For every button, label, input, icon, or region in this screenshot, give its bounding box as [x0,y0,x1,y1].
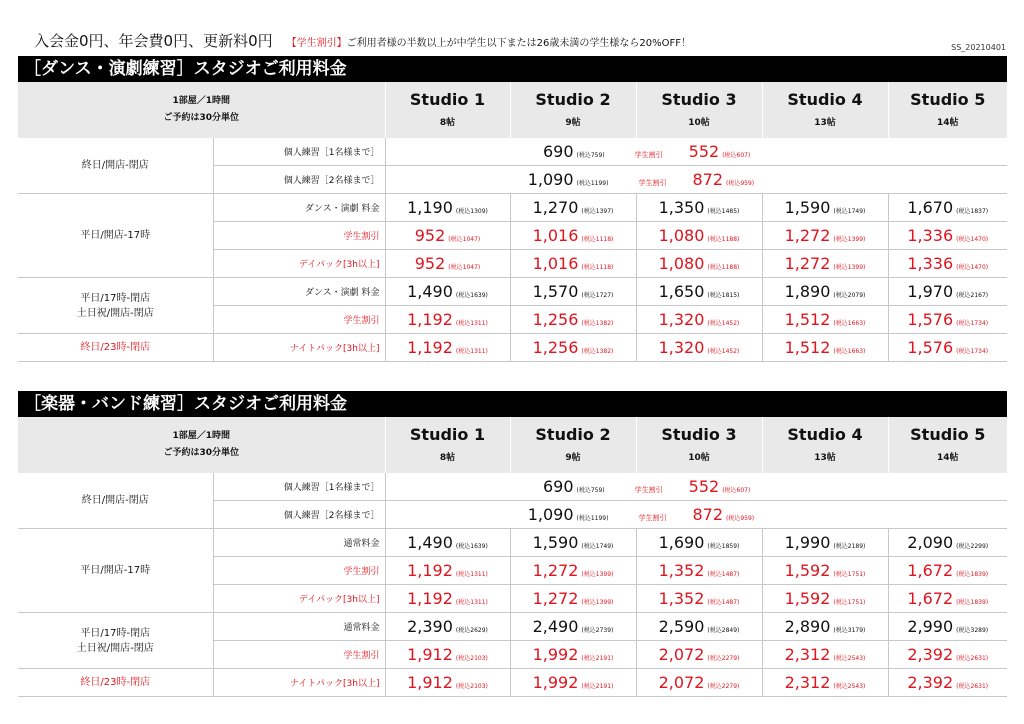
tax-included: (税込2167) [956,292,989,299]
price: 1,570 [532,282,579,301]
price-cell [888,334,1007,362]
price-cell [762,669,888,697]
student-discount-note [287,38,691,49]
price-cell [888,306,1007,334]
price-row [18,669,1007,697]
price: 1,512 [784,310,831,329]
tax-included: (税込2103) [455,683,488,690]
studio-size: 8帖 [439,453,456,463]
tax-included: (税込1815) [707,292,740,299]
row-label: 個人練習［2名様まで］ [213,501,385,529]
price-cell [636,306,762,334]
tax-included: (税込1382) [581,348,614,355]
tax-included: (税込1487) [707,571,740,578]
tax-included: (税込2631) [956,683,989,690]
price-cell [510,529,636,557]
price: 690 [542,477,574,496]
price-cell [762,222,888,250]
band-price-table [18,417,1007,697]
time-slot-label-2: 土日祝/開店-閉店 [76,642,154,654]
tax-included: (税込1047) [448,264,481,271]
time-slot-cell [18,669,213,697]
studio-name: Studio 1 [409,425,486,444]
price: 1,190 [407,198,453,217]
price-cell [510,557,636,585]
price: 1,350 [658,198,705,217]
rate-unit-cell [18,417,385,473]
studio-name: Studio 3 [661,425,737,444]
price-cell [510,306,636,334]
tax-included: (税込1452) [707,320,740,327]
price-cell [385,194,510,222]
price-cell [888,669,1007,697]
studio-header [385,82,510,138]
tax-included: (税込1397) [581,208,614,215]
price-cell [762,334,888,362]
price-cell [385,529,510,557]
student-tax-included: (税込607) [722,487,751,494]
price: 1,256 [532,310,579,329]
student-price: 552 [688,142,720,161]
tax-included: (税込759) [576,487,605,494]
price: 1,080 [658,254,705,273]
personal-price-cell [385,501,1007,529]
row-label: 学生割引 [213,641,385,669]
studio-name: Studio 2 [535,90,611,109]
studio-header [385,417,510,473]
studio-size: 14帖 [936,453,959,463]
tax-included: (税込1470) [956,236,989,243]
price-cell [762,557,888,585]
row-label: 学生割引 [213,306,385,334]
price: 1,490 [407,282,453,301]
price: 1,272 [784,254,831,273]
price-row [18,194,1007,222]
studio-size: 9帖 [565,118,581,128]
price: 1,336 [907,226,954,245]
time-slot-cell [18,473,213,529]
price-cell [762,641,888,669]
tax-included: (税込1118) [581,236,614,243]
price-cell [888,557,1007,585]
row-label: デイパック[3h以上] [213,250,385,278]
studio-size: 14帖 [936,118,959,128]
price-cell [636,669,762,697]
studio-header [636,417,762,473]
price-cell [888,613,1007,641]
row-label: 個人練習［1名様まで］ [213,138,385,166]
row-label: デイパック[3h以上] [213,585,385,613]
price-cell [510,641,636,669]
student-price: 552 [688,477,720,496]
price-cell [888,222,1007,250]
price: 2,990 [907,617,954,636]
tax-included: (税込1663) [833,320,866,327]
price: 1,336 [907,254,954,273]
student-discount-label: 学生割引 [634,151,663,159]
row-label: ダンス・演劇 料金 [213,278,385,306]
tax-included: (税込1399) [833,236,866,243]
section-title-dance: ［ダンス・演劇練習］スタジオご利用料金 [18,56,1007,82]
price-cell [385,557,510,585]
price: 952 [414,226,446,245]
price-cell [510,194,636,222]
time-slot-label: 終日/23時-閉店 [80,342,151,353]
tax-included: (税込1399) [581,599,614,606]
price-row [18,613,1007,641]
tax-included: (税込2079) [833,292,866,299]
tax-included: (税込1470) [956,264,989,271]
tax-included: (税込1188) [707,264,740,271]
price: 1,992 [532,673,579,692]
price: 1,590 [784,198,831,217]
price-cell [636,585,762,613]
time-slot-cell [18,334,213,362]
price: 1,016 [532,254,579,273]
tax-included: (税込1485) [707,208,740,215]
reservation-unit-label: ご予約は30分単位 [163,448,240,458]
row-label: 学生割引 [213,222,385,250]
personal-price-cell [385,138,1007,166]
student-discount-tag: 【学生割引】 [286,38,347,49]
price: 1,650 [658,282,705,301]
tax-included: (税込1311) [455,599,488,606]
price-cell [385,306,510,334]
price: 1,256 [532,338,579,357]
price: 1,192 [407,338,453,357]
price: 1,592 [784,589,831,608]
tax-included: (税込1399) [581,571,614,578]
row-label: 通常料金 [213,529,385,557]
price: 2,490 [532,617,579,636]
price: 1,672 [907,561,954,580]
price: 1,672 [907,589,954,608]
tax-included: (税込2543) [833,683,866,690]
price: 1,590 [532,533,579,552]
price: 1,512 [784,338,831,357]
price-cell [636,250,762,278]
tax-included: (税込1309) [455,208,488,215]
tax-included: (税込2279) [707,683,740,690]
tax-included: (税込1751) [833,571,866,578]
price: 1,272 [532,589,579,608]
price-cell [636,641,762,669]
price: 1,016 [532,226,579,245]
tax-included: (税込1047) [448,236,481,243]
student-tax-included: (税込607) [722,152,751,159]
studio-size: 13帖 [814,118,836,128]
price-cell [762,529,888,557]
price-cell [762,306,888,334]
price-row [18,334,1007,362]
price-cell [636,557,762,585]
tax-included: (税込1639) [455,292,488,299]
tax-included: (税込2191) [581,655,614,662]
document-id: SS_20210401 [951,43,1006,52]
studio-name: Studio 5 [910,425,986,444]
time-slot-label: 平日/開店-17時 [80,565,151,576]
price-cell [510,613,636,641]
tax-included: (税込1839) [956,571,989,578]
table-header-row [18,82,1007,138]
page-header [34,30,691,51]
row-label: 個人練習［1名様まで］ [213,473,385,501]
price: 1,890 [784,282,831,301]
reservation-unit-label: ご予約は30分単位 [163,113,240,123]
price: 2,890 [784,617,831,636]
price-cell [888,529,1007,557]
price: 2,090 [907,533,954,552]
price: 1,320 [658,338,705,357]
price-cell [636,613,762,641]
price: 2,072 [658,645,705,664]
section-title-band: ［楽器・バンド練習］スタジオご利用料金 [18,391,1007,417]
tax-included: (税込2629) [455,627,488,634]
student-discount-text: ご利用者様の半数以上が中学生以下または26歳未満の学生様なら20%OFF！ [346,38,691,49]
price: 1,490 [407,533,453,552]
tax-included: (税込1199) [576,515,609,522]
tax-included: (税込3179) [833,627,866,634]
price-cell [636,278,762,306]
time-slot-label: 平日/開店-17時 [80,230,151,241]
price-cell [385,669,510,697]
price: 1,090 [527,170,574,189]
tax-included: (税込1487) [707,599,740,606]
studio-size: 9帖 [565,453,581,463]
price: 690 [542,142,574,161]
time-slot-cell [18,613,213,669]
tax-included: (税込1188) [707,236,740,243]
price: 1,192 [407,589,453,608]
row-label: 学生割引 [213,557,385,585]
tax-included: (税込1311) [455,320,488,327]
row-label: ナイトパック[3h以上] [213,334,385,362]
price: 1,320 [658,310,705,329]
tax-included: (税込1639) [455,543,488,550]
time-slot-label: 終日/開店-閉店 [81,495,149,506]
tax-included: (税込1382) [581,320,614,327]
tax-included: (税込1311) [455,571,488,578]
price-cell [762,585,888,613]
row-label: ナイトパック[3h以上] [213,669,385,697]
tax-included: (税込759) [576,152,605,159]
price-cell [762,613,888,641]
tax-included: (税込2103) [455,655,488,662]
tax-included: (税込1734) [956,320,989,327]
time-slot-cell [18,138,213,194]
price: 1,912 [407,645,453,664]
tax-included: (税込1663) [833,348,866,355]
student-tax-included: (税込959) [726,180,755,187]
time-slot-cell [18,529,213,613]
row-label: ダンス・演劇 料金 [213,194,385,222]
personal-price-cell [385,166,1007,194]
price-cell [762,250,888,278]
price-cell [510,222,636,250]
student-discount-label: 学生割引 [638,514,667,522]
tax-included: (税込2631) [956,655,989,662]
studio-header [888,417,1007,473]
price: 952 [414,254,446,273]
student-discount-label: 学生割引 [634,486,663,494]
table-header-row [18,417,1007,473]
tax-included: (税込1749) [581,543,614,550]
tax-included: (税込2739) [581,627,614,634]
tax-included: (税込1452) [707,348,740,355]
price: 1,192 [407,310,453,329]
studio-header [762,417,888,473]
price: 2,312 [784,673,831,692]
studio-header [510,82,636,138]
price-cell [385,613,510,641]
price: 1,912 [407,673,453,692]
tax-included: (税込2191) [581,683,614,690]
tax-included: (税込1311) [455,348,488,355]
tax-included: (税込1749) [833,208,866,215]
price-cell [385,641,510,669]
rate-unit-label: 1部屋／1時間 [172,431,231,441]
time-slot-label: 平日/17時-閉店 [80,292,151,304]
price-cell [510,250,636,278]
price: 1,970 [907,282,954,301]
price-cell [762,194,888,222]
price: 1,576 [907,338,954,357]
studio-name: Studio 4 [787,90,863,109]
price: 1,272 [532,561,579,580]
price: 1,090 [527,505,574,524]
price-cell [636,194,762,222]
studio-size: 10帖 [688,453,710,463]
price: 1,992 [532,645,579,664]
studio-size: 8帖 [439,118,456,128]
price-cell [636,222,762,250]
price: 1,990 [784,533,831,552]
tax-included: (税込1727) [581,292,614,299]
price-cell [385,585,510,613]
tax-included: (税込2299) [956,543,989,550]
tax-included: (税込1118) [581,264,614,271]
studio-name: Studio 5 [910,90,986,109]
price-cell [888,250,1007,278]
price: 1,592 [784,561,831,580]
row-label: 通常料金 [213,613,385,641]
price: 1,352 [658,589,705,608]
price-cell [385,278,510,306]
personal-price-cell [385,473,1007,501]
tax-included: (税込1399) [833,264,866,271]
price: 2,312 [784,645,831,664]
price-cell [888,278,1007,306]
studio-name: Studio 1 [409,90,486,109]
price-cell [385,250,510,278]
time-slot-label: 終日/23時-閉店 [80,677,151,688]
price-cell [888,641,1007,669]
price: 2,392 [907,673,954,692]
price: 1,576 [907,310,954,329]
price: 2,072 [658,673,705,692]
price-cell [636,334,762,362]
studio-name: Studio 4 [787,425,863,444]
price: 1,080 [658,226,705,245]
price-cell [888,585,1007,613]
tax-included: (税込2189) [833,543,866,550]
studio-name: Studio 3 [661,90,737,109]
rate-unit-label: 1部屋／1時間 [172,96,231,106]
fee-headline: 入会金0円、年会費0円、更新料0円 [34,32,273,50]
time-slot-cell [18,194,213,278]
price: 1,670 [907,198,954,217]
price: 1,352 [658,561,705,580]
price-cell [510,334,636,362]
price-cell [510,585,636,613]
student-tax-included: (税込959) [726,515,755,522]
price-cell [762,278,888,306]
tax-included: (税込1837) [956,208,989,215]
studio-name: Studio 2 [535,425,611,444]
price: 1,690 [658,533,705,552]
tax-included: (税込1751) [833,599,866,606]
price: 1,192 [407,561,453,580]
price: 2,390 [407,617,453,636]
price: 2,392 [907,645,954,664]
price-cell [385,222,510,250]
price: 1,272 [784,226,831,245]
price-row [18,278,1007,306]
personal-practice-row [18,473,1007,501]
price: 1,270 [532,198,579,217]
student-discount-label: 学生割引 [638,179,667,187]
time-slot-label-2: 土日祝/開店-閉店 [76,307,154,319]
tax-included: (税込1859) [707,543,740,550]
studio-size: 13帖 [814,453,836,463]
price-cell [510,278,636,306]
price: 2,590 [658,617,705,636]
price-row [18,529,1007,557]
time-slot-cell [18,278,213,334]
studio-size: 10帖 [688,118,710,128]
dance-price-table [18,82,1007,362]
tax-included: (税込1839) [956,599,989,606]
personal-practice-row [18,138,1007,166]
price-cell [636,529,762,557]
studio-header [636,82,762,138]
tax-included: (税込2849) [707,627,740,634]
studio-header [888,82,1007,138]
studio-header [510,417,636,473]
tax-included: (税込1734) [956,348,989,355]
price-cell [510,669,636,697]
tax-included: (税込2279) [707,655,740,662]
time-slot-label: 終日/開店-閉店 [81,160,149,171]
price-cell [385,334,510,362]
tax-included: (税込1199) [576,180,609,187]
tax-included: (税込2543) [833,655,866,662]
row-label: 個人練習［2名様まで］ [213,166,385,194]
time-slot-label: 平日/17時-閉店 [80,627,151,639]
tax-included: (税込3289) [956,627,989,634]
studio-header [762,82,888,138]
price-cell [888,194,1007,222]
student-price: 872 [692,505,723,524]
rate-unit-cell [18,82,385,138]
student-price: 872 [692,170,723,189]
